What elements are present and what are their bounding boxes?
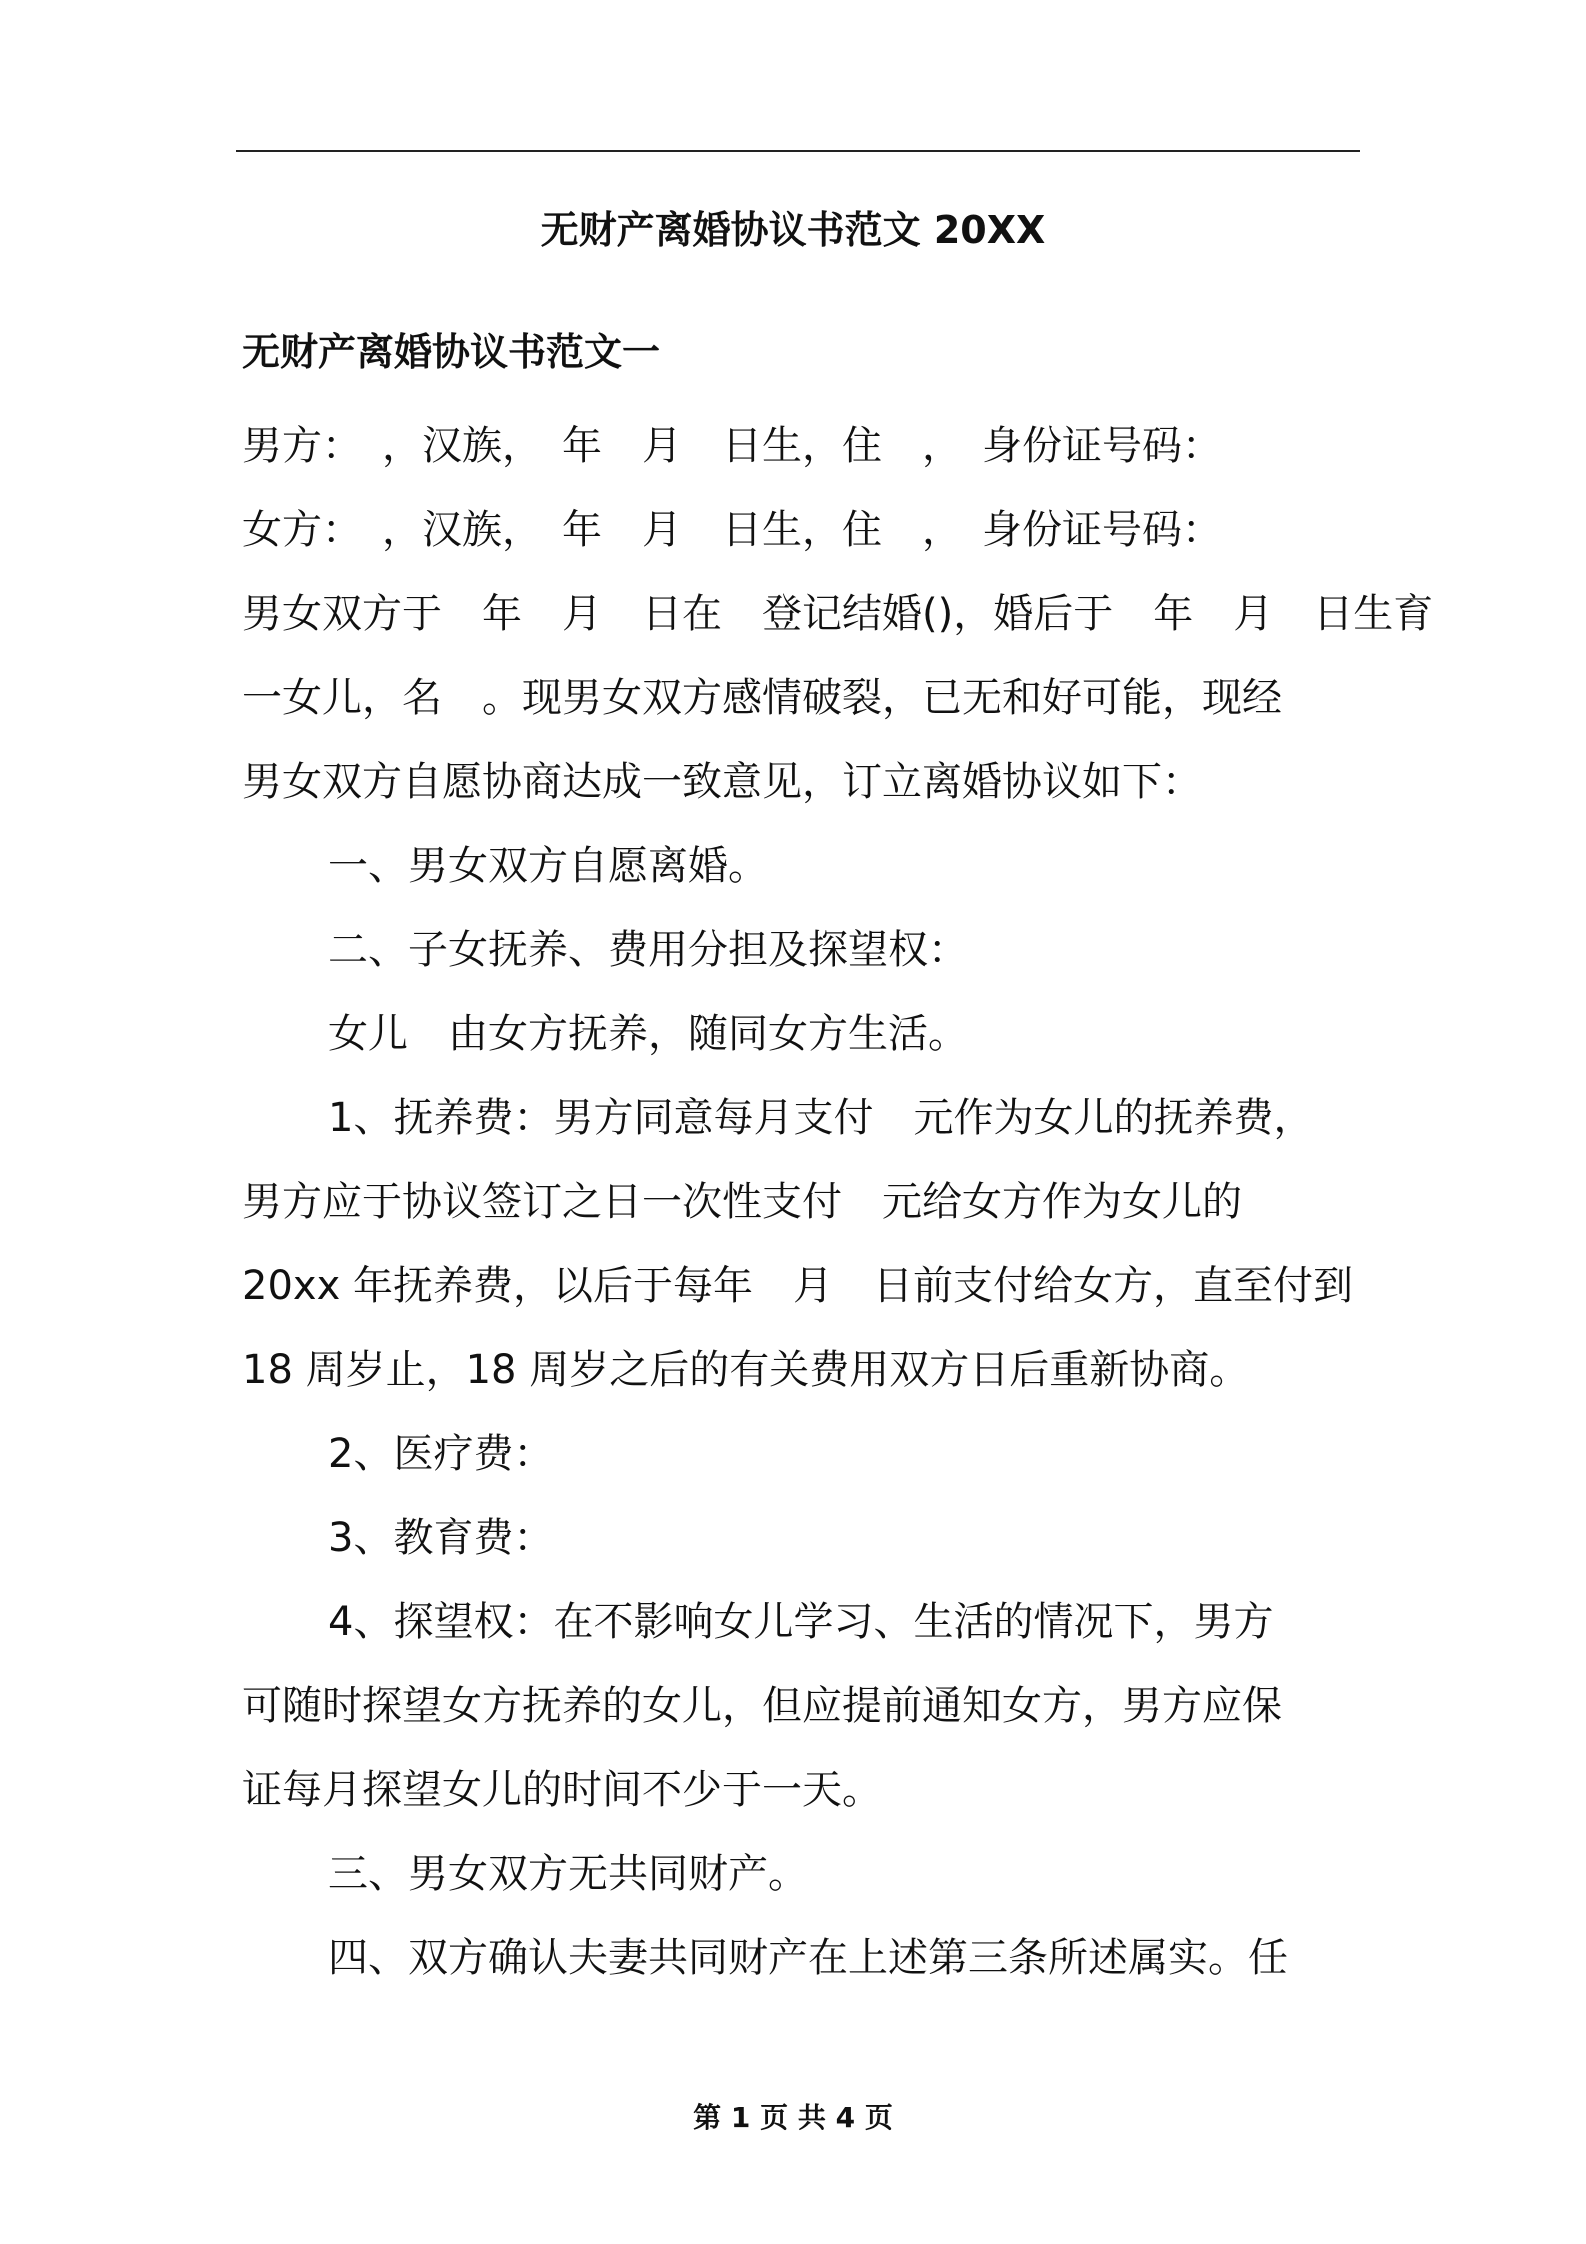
page-footer: 第 1 页 共 4 页 (693, 2101, 893, 2134)
body-line-3: 男女双方于 年 月 日在 登记结婚()，婚后于 年 月 日生育 (242, 591, 1434, 637)
body-line-12: 18 周岁止，18 周岁之后的有关费用双方日后重新协商。 (242, 1347, 1250, 1393)
body-line-8: 女儿 由女方抚养，随同女方生活。 (328, 1011, 968, 1057)
body-line-5: 男女双方自愿协商达成一致意见，订立离婚协议如下： (242, 759, 1202, 805)
body-line-10: 男方应于协议签订之日一次性支付 元给女方作为女儿的 (242, 1179, 1242, 1225)
body-line-13: 2、医疗费： (328, 1431, 554, 1477)
body-line-11: 20xx 年抚养费，以后于每年 月 日前支付给女方，直至付到 (242, 1263, 1353, 1309)
document-title: 无财产离婚协议书范文 20XX (540, 208, 1046, 252)
body-line-6: 一、男女双方自愿离婚。 (328, 843, 768, 889)
body-line-4: 一女儿，名 。现男女双方感情破裂，已无和好可能，现经 (242, 675, 1282, 721)
body-line-7: 二、子女抚养、费用分担及探望权： (328, 927, 968, 973)
body-line-17: 证每月探望女儿的时间不少于一天。 (242, 1767, 882, 1813)
body-line-14: 3、教育费： (328, 1515, 554, 1561)
body-line-1: 男方： ，汉族， 年 月 日生，住 ， 身份证号码： (242, 423, 1222, 469)
body-line-16: 可随时探望女方抚养的女儿，但应提前通知女方，男方应保 (242, 1683, 1282, 1729)
body-line-15: 4、探望权：在不影响女儿学习、生活的情况下，男方 (328, 1599, 1274, 1645)
document-body (242, 320, 1434, 2000)
header-rule (236, 150, 1360, 152)
body-line-19: 四、双方确认夫妻共同财产在上述第三条所述属实。任 (328, 1935, 1288, 1981)
body-line-2: 女方： ，汉族， 年 月 日生，住 ， 身份证号码： (242, 507, 1222, 553)
body-line-18: 三、男女双方无共同财产。 (328, 1851, 808, 1897)
body-line-9: 1、抚养费：男方同意每月支付 元作为女儿的抚养费， (328, 1095, 1314, 1141)
section-heading: 无财产离婚协议书范文一 (242, 330, 661, 374)
